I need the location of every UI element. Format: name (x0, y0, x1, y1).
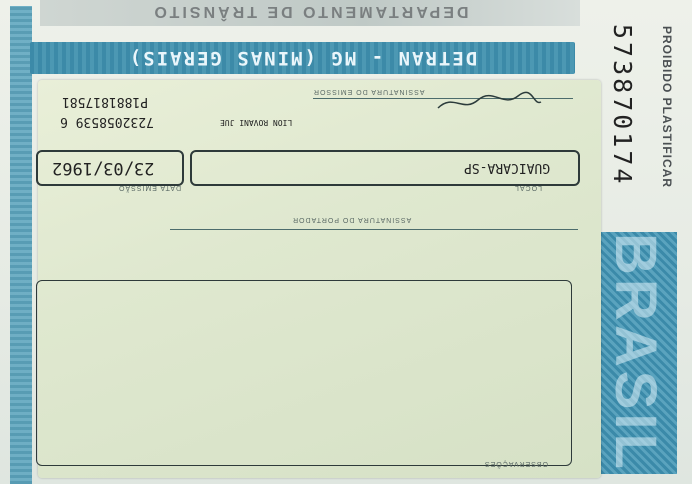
holder-signature-line (170, 229, 578, 230)
department-strip (40, 0, 580, 26)
observations-box (36, 280, 572, 466)
place-label: LOCAL (514, 184, 542, 191)
issue-date-box (36, 150, 184, 186)
issue-date-value: 23/03/1962 (52, 158, 155, 178)
brasil-logo-icon: BRASIL (603, 233, 668, 473)
observations-label: OBSERVAÇÕES (484, 460, 549, 467)
issuer-signature-label: ASSINATURA DO EMISSOR (313, 88, 425, 95)
place-value: GUAICARA-SP (464, 160, 551, 175)
issuer-name: LION ROVANI JUE (220, 118, 293, 127)
prohibition-notice: PROIBIDO PLASTIFICAR (660, 26, 674, 189)
place-box (190, 150, 580, 186)
document-paper (38, 80, 601, 478)
issuer-signature-icon (433, 88, 543, 118)
department-text: DEPARTAMENTO DE TRÂNSITO (151, 3, 469, 20)
brasil-logo-panel (593, 232, 677, 474)
issue-date-label: DATA EMISSÃO (118, 184, 182, 191)
detran-banner (30, 42, 575, 74)
banner-title: DETRAN - MG (MINAS GERAIS) (127, 47, 478, 69)
document-number-1: P1881817581 (62, 94, 149, 109)
serial-number: 573870174 (608, 24, 637, 187)
left-security-band (10, 6, 32, 484)
holder-signature-label: ASSINATURA DO PORTADOR (292, 216, 412, 223)
document-number-2: 7232058539 6 (60, 114, 154, 129)
